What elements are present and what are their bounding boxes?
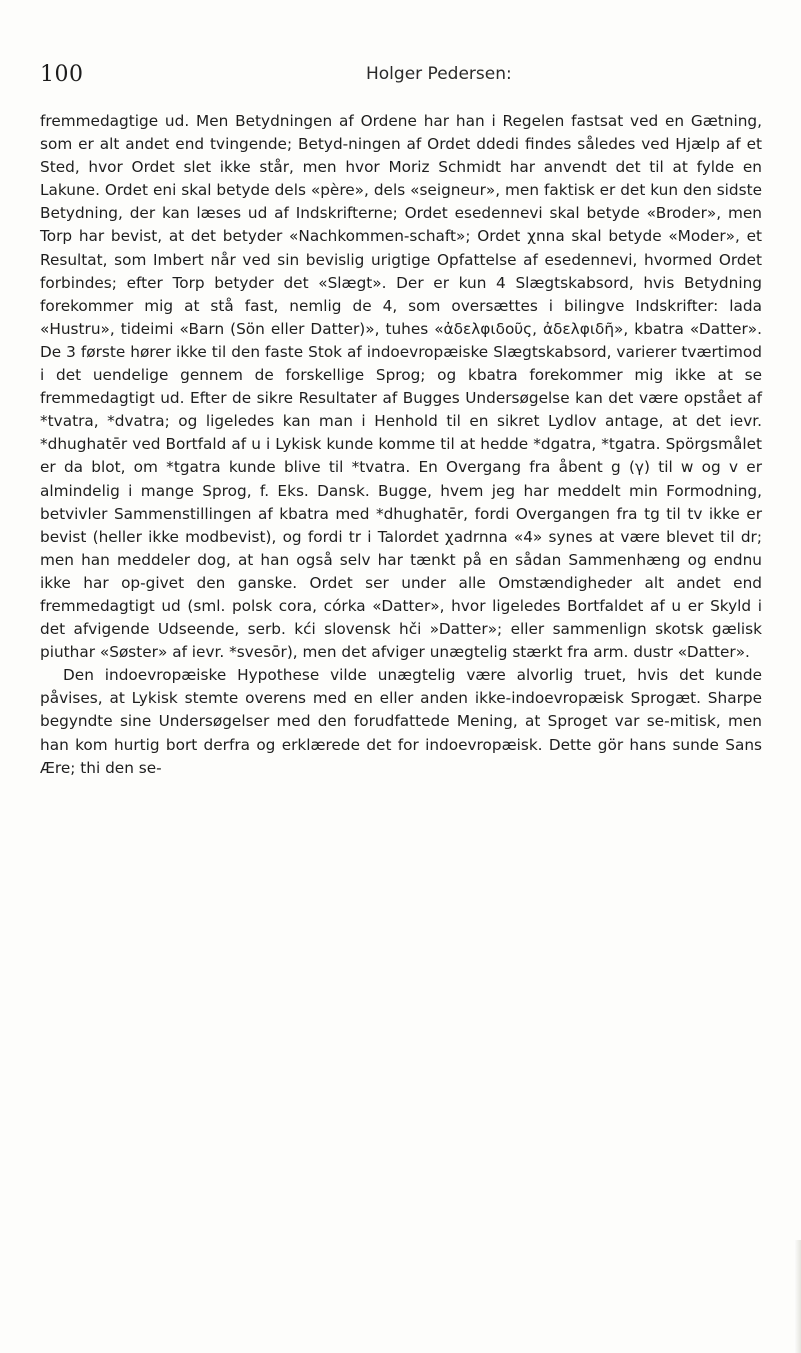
body-text [40,110,762,780]
running-title: Holger Pedersen: [366,64,512,84]
paragraph-continued: fremmedagtige ud. Men Betydningen af Ordene har han i Regelen fastsat ved en Gætning, som er alt andet end tvingende; Betyd-ningen af Ordet ddedi findes således ved Hjælp af et Sted, hvor Ordet slet ikke står, men hvor Moriz Schmidt har anvendt det til at fylde en Lakune. Ordet eni skal betyde dels «père», dels «seigneur», men faktisk er det kun den sidste Betydning, der kan læses ud af Indskrifterne; Ordet esedennevi skal betyde «Broder», men Torp har bevist, at det betyder «Nachkommen-schaft»; Ordet χnna skal betyde «Moder», et Resultat, som Imbert når ved sin bevislig urigtige Opfattelse af esedennevi, hvormed Ordet forbindes; efter Torp betyder det «Slægt». Der er kun 4 Slægtskabsord, hvis Betydning forekommer mig at stå fast, nemlig de 4, som oversættes i bilingve Indskrifter: lada «Hustru», tideimi «Barn (Sön eller Datter)», tuhes «ἀδελφιδοῦς, ἀδελφιδῆ», kbatra «Datter». De 3 første hører ikke til den faste Stok af indoevropæiske Slægtskabsord, varierer tværtimod i det uendelige gennem de forskellige Sprog; og kbatra forekommer mig ikke at se fremmedagtigt ud. Efter de sikre Resultater af Bugges Undersøgelse kan det være opstået af *tvatra, *dvatra; og ligeledes kan man i Henhold til en sikret Lydlov antage, at det ievr. *dhughatēr ved Bortfald af u i Lykisk kunde komme til at hedde *dgatra, *tgatra. Spörgsmålet er da blot, om *tgatra kunde blive til *tvatra. En Overgang fra åbent g (γ) til w og v er almindelig i mange Sprog, f. Eks. Dansk. Bugge, hvem jeg har meddelt min Formodning, betvivler Sammenstillingen af kbatra med *dhughatēr, fordi Overgangen fra tg til tv ikke er bevist (heller ikke modbevist), og fordi tr i Talordet χadrnna «4» synes at være blevet til dr; men han meddeler dog, at han også selv har tænkt på en sådan Sammenhæng og endnu ikke har op-givet den ganske. Ordet ser under alle Omstændigheder alt andet end fremmedagtigt ud (sml. polsk cora, córka «Datter», hvor ligeledes Bortfaldet af u er Skyld i det afvigende Udseende, serb. kći slovensk hči »Datter»; eller sammenlign skotsk gælisk piuthar «Søster» af ievr. *svesōr), men det afviger unægtelig stærkt fra arm. dustr «Datter». [40,112,762,662]
running-head [40,62,760,92]
page-number: 100 [40,62,84,87]
paragraph: Den indoevropæiske Hypothese vilde unægtelig være alvorlig truet, hvis det kunde påvises, at Lykisk stemte overens med en eller anden ikke-indoevropæisk Sprogæt. Sharpe begyndte sine Undersøgelser med den forudfattede Mening, at Sproget var se-mitisk, men han kom hurtig bort derfra og erklærede det for indoevropæisk. Dette gör hans sunde Sans Ære; thi den se- [40,666,762,777]
page-edge-shadow [794,1240,801,1353]
